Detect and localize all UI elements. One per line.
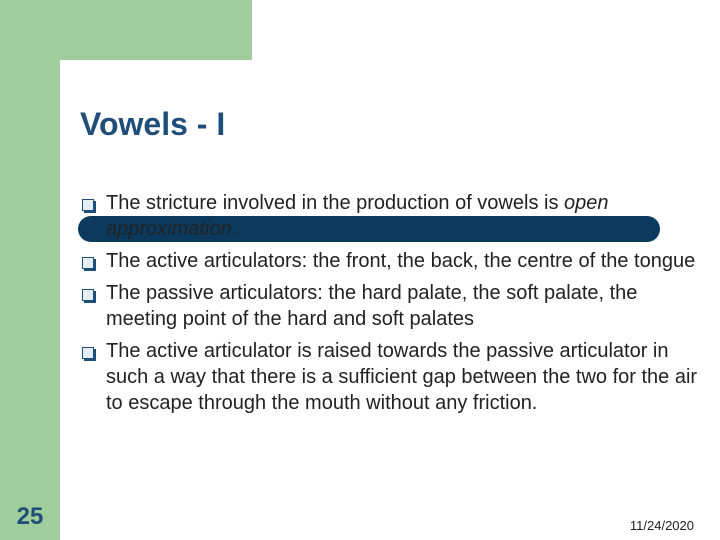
slide-title: Vowels - I — [80, 106, 226, 142]
bullet-text: The active articulators: the front, the back, the centre of the tongue — [106, 250, 696, 272]
bullet-item — [80, 338, 705, 416]
square-bullet-icon — [82, 289, 94, 301]
slide-date: 11/24/2020 — [629, 518, 694, 533]
square-bullet-icon — [82, 257, 94, 269]
bullet-text: The active articulator is raised towards the passive articulator in such a way that there is a sufficient gap between the two for the air to escape through the mouth without any friction. — [106, 340, 698, 414]
slide-number: 25 — [16, 503, 44, 530]
bullet-suffix: . — [231, 218, 238, 240]
bullet-italic-term: open approximation — [106, 192, 609, 240]
bullet-item — [80, 190, 705, 242]
bullet-text: The stricture involved in the production of vowels is — [106, 192, 564, 214]
bullet-item — [80, 280, 705, 332]
square-bullet-icon — [82, 347, 94, 359]
bullet-list — [80, 190, 705, 422]
decor-green-left — [0, 0, 60, 540]
bullet-text: The passive articulators: the hard palate, the soft palate, the meeting point of the hard and soft palates — [106, 282, 638, 330]
square-bullet-icon — [82, 199, 94, 211]
bullet-item — [80, 248, 705, 274]
